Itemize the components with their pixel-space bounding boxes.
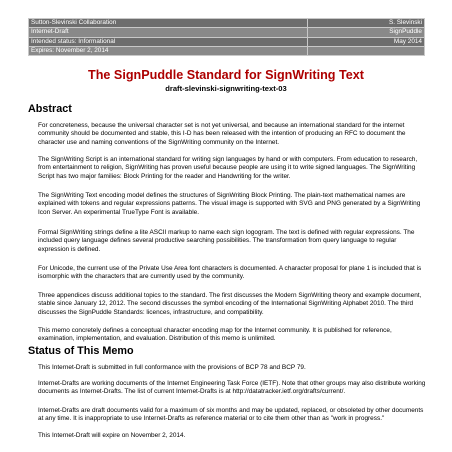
header-left-cell: Intended status: Informational [29,37,308,46]
header-row [29,28,425,37]
abstract-paragraph: Formal SignWriting strings define a lite ASCII markup to name each sign logogram. The text is defined with regular expressions. The included query language defines several productive searching possibilities. The transformation from query language to regular expression is defined. [38,229,415,253]
header-row [29,46,425,55]
header-row [29,19,425,28]
document-name: draft-slevinski-signwriting-text-03 [165,84,287,93]
abstract-paragraph: For concreteness, because the universal character set is not yet universal, and because an international standard for the internet community should be documented and stable, this I-D has been released with the intention of producing an RFC to document the character use and naming conventions of the SignWriting community on the Internet. [38,122,406,146]
header-left-cell: Expires: November 2, 2014 [29,46,308,55]
document-header-table [28,18,425,56]
header-row [29,37,425,46]
abstract-paragraph: Three appendices discuss additional topics to the standard. The first discusses the Modern SignWriting theory and example document, stable since January 12, 2012. The second discusses the symbol encoding of the International SignWriting Alphabet 2010. The third discusses the SignPuddle Standards: licences, infrastructure, and compatibility. [38,292,422,316]
status-paragraph: This Internet-Draft will expire on November 2, 2014. [38,432,186,439]
abstract-paragraph: For Unicode, the current use of the Private Use Area font characters is documented. A character proposal for plane 1 is included that is isomorphic with the characters that are currently used by the community. [38,265,422,281]
header-right-cell [307,46,424,55]
status-paragraph: Internet-Drafts are working documents of the Internet Engineering Task Force (IETF). Note that other groups may also distribute working documents as Internet-Drafts. The list of current Internet-Drafts is at http://datatracker.ietf.org/drafts/current/. [38,380,426,396]
header-left-cell: Sutton-Slevinski Collaboration [29,19,308,28]
status-paragraph: This Internet-Draft is submitted in full conformance with the provisions of BCP 78 and BCP 79. [38,364,306,371]
header-right-cell: May 2014 [307,37,424,46]
status-paragraph: Internet-Drafts are draft documents valid for a maximum of six months and may be updated, replaced, or obsoleted by other documents at any time. It is inappropriate to use Internet-Drafts as reference material or to cite them other than as "work in progress." [38,407,424,423]
document-title: The SignPuddle Standard for SignWriting Text [88,68,364,82]
header-right-cell: S. Slevinski [307,19,424,28]
header-left-cell: Internet-Draft [29,28,308,37]
abstract-paragraph: This memo concretely defines a conceptual character encoding map for the Internet community. It is published for reference, examination, implementation, and evaluation. Distribution of this memo is unlimited. [38,327,392,343]
status-heading: Status of This Memo [28,345,134,357]
header-right-cell: SignPuddle [307,28,424,37]
abstract-paragraph: The SignWriting Text encoding model defines the structures of SignWriting Block Printing. The plain-text mathematical names are explained with tokens and regular expressions patterns. The visual image is supported with SVG and PNG generated by a SignWriting Icon Server. An experimental TrueType Font is available. [38,192,421,216]
abstract-paragraph: The SignWriting Script is an international standard for writing sign languages by hand or with computers. From education to research, from entertainment to religion, SignWriting has proven useful because people are using it to write signed languages. The SignWriting Script has two major families: Block Printing for the reader and Handwriting for the writer. [38,156,418,180]
abstract-heading: Abstract [28,103,72,115]
